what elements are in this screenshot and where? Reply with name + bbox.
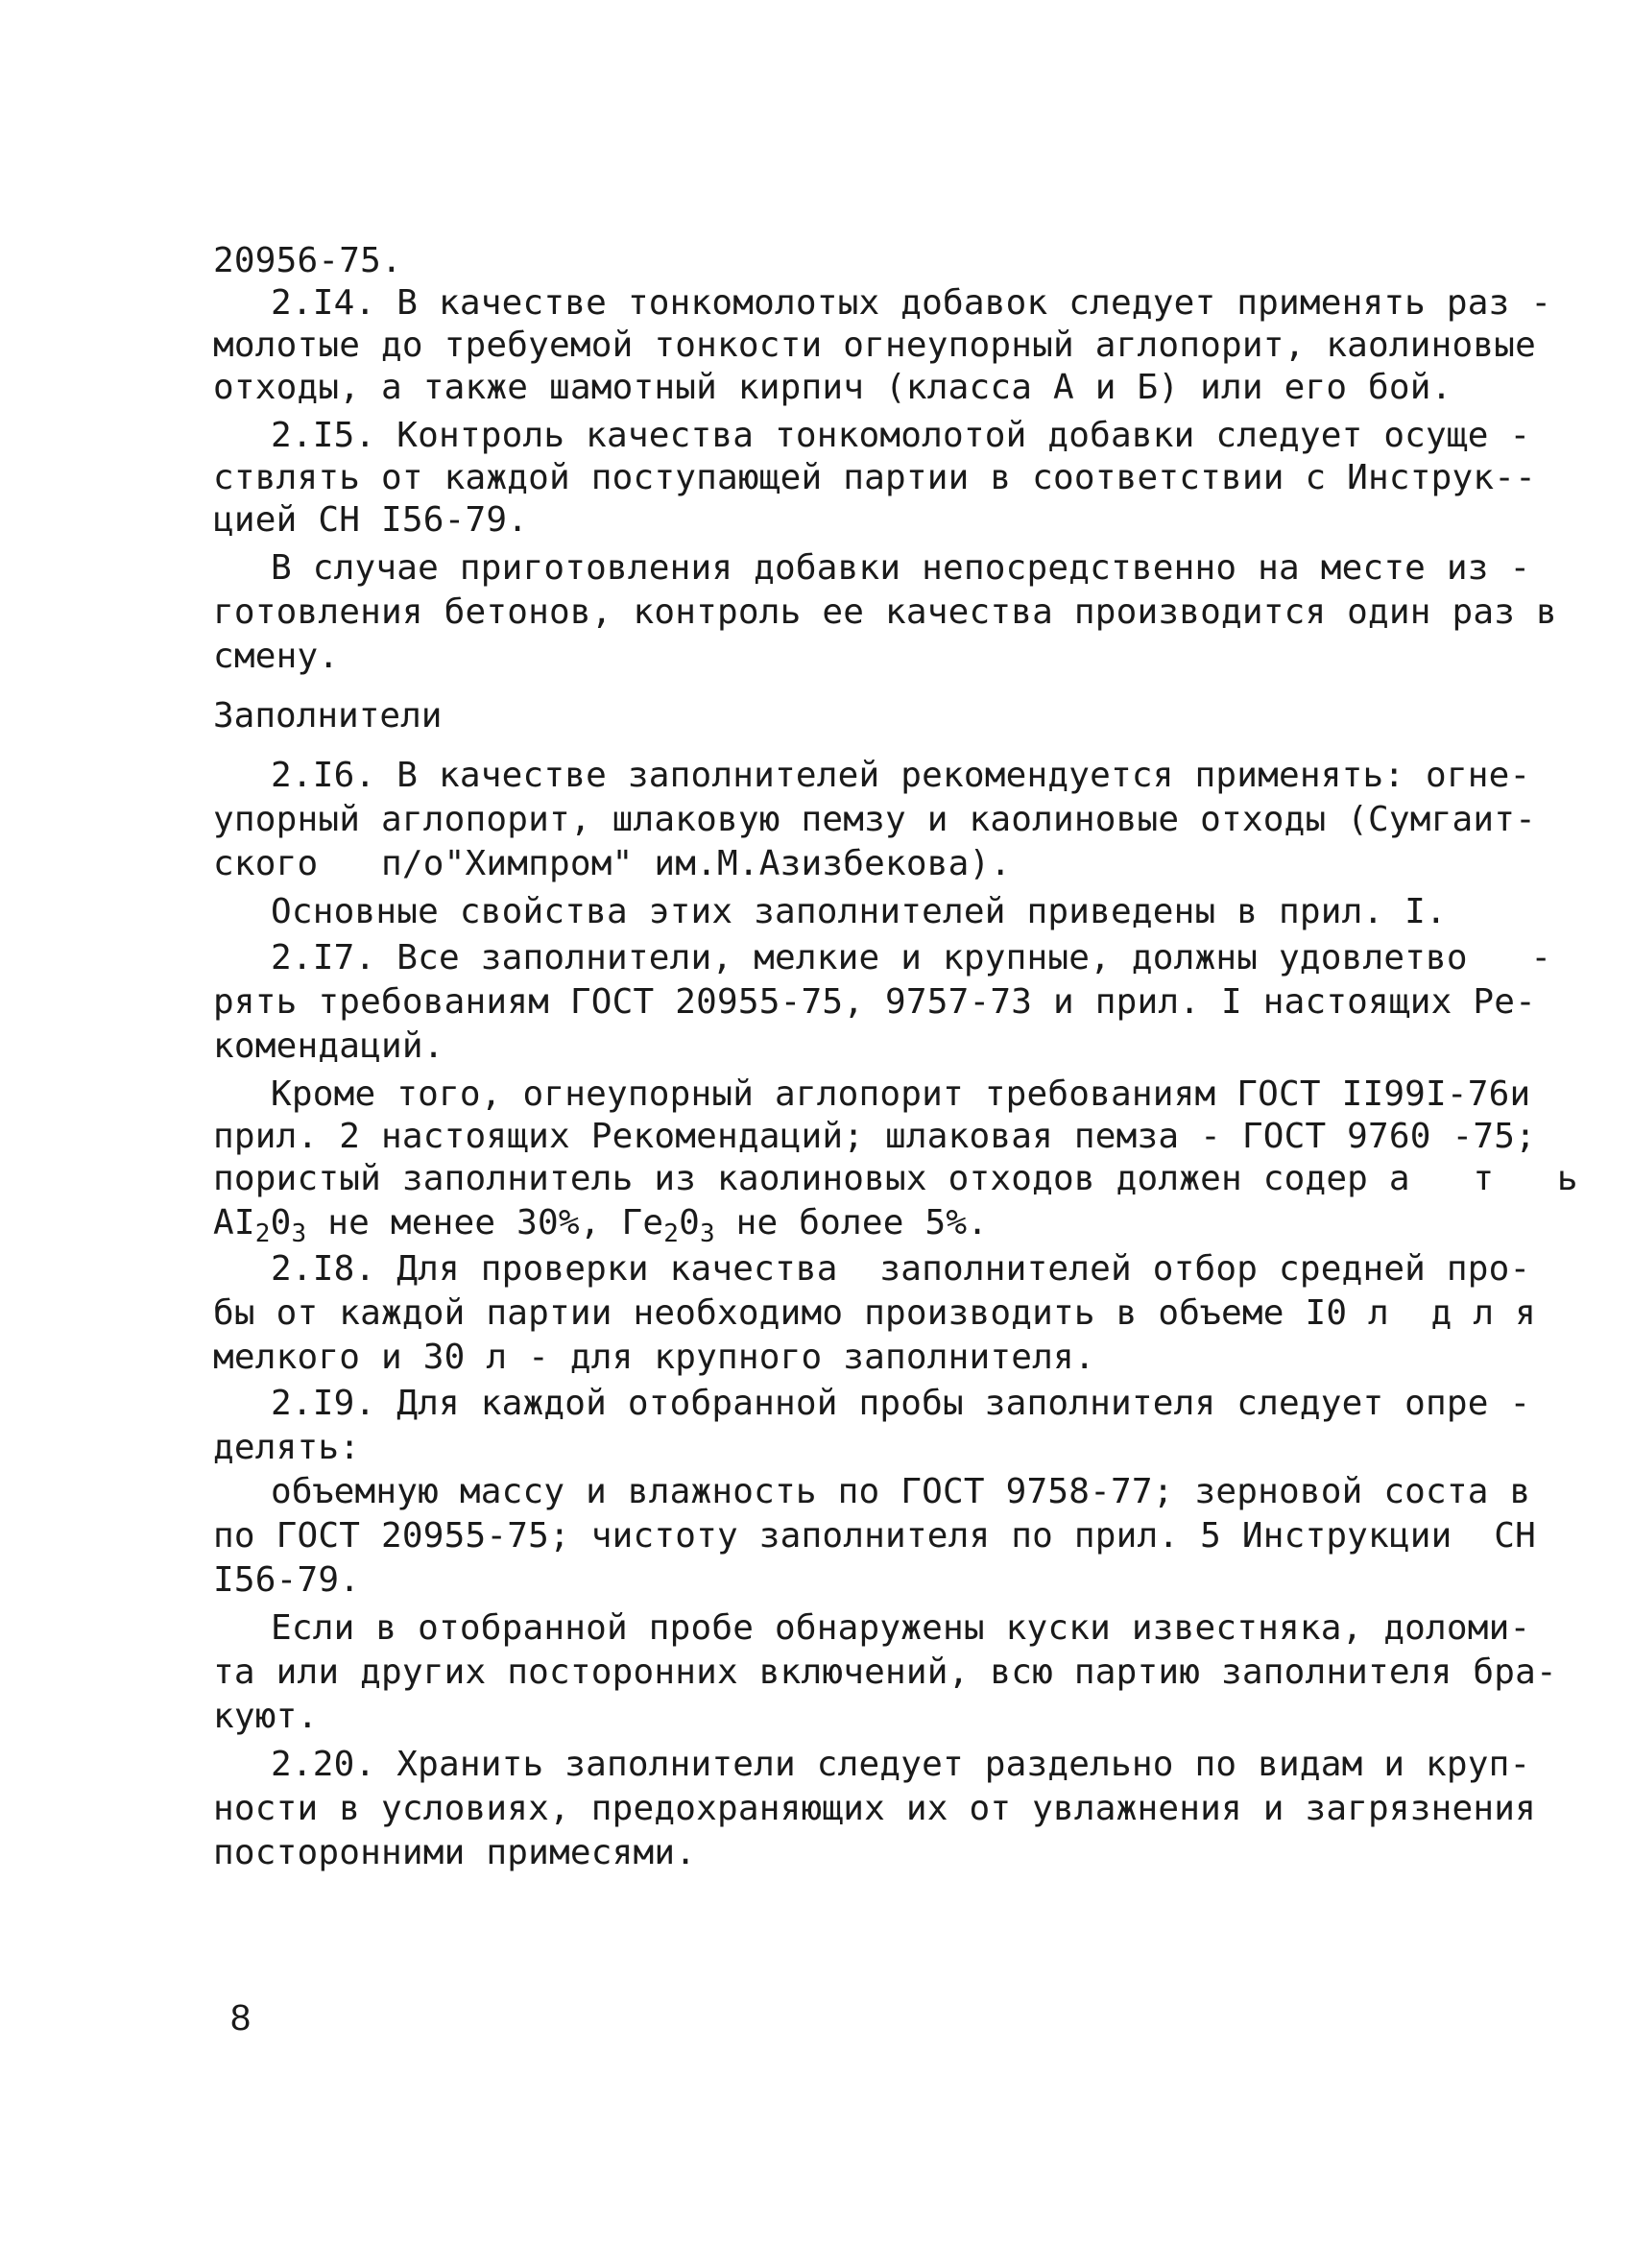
paragraph-text: Если в отобранной пробе обнаружены куски известняка, доломи- [271, 1608, 1531, 1648]
text-line: ности в условиях, предохраняющих их от увлажнения и загрязнения [213, 1789, 1537, 1828]
text-line: готовления бетонов, контроль ее качества производится один раз в [213, 592, 1557, 632]
text-line: по ГОСТ 20955-75; чистоту заполнителя по прил. 5 Инструкции СН [213, 1516, 1537, 1556]
subscript: 3 [291, 1219, 307, 1248]
text-line: упорный аглопорит, шлаковую пемзу и каолиновые отходы (Сумгаит- [213, 800, 1537, 839]
paragraph-text: Основные свойства этих заполнителей приведены в прил. I. [271, 892, 1447, 931]
subscript: 3 [699, 1219, 715, 1248]
subscript: 2 [663, 1219, 680, 1248]
text-line: делять: [213, 1428, 361, 1467]
paragraph-2-20: 2.20. Хранить заполнители следует раздельно по видам и круп- [271, 1745, 1531, 1784]
text-line: I56-79. [213, 1560, 361, 1600]
text-line: ствлять от каждой поступающей партии в соответствии с Инструк-- [213, 458, 1537, 497]
paragraph-2-14: 2.I4. В качестве тонкомолотых добавок следует применять раз - [271, 283, 1552, 323]
text-line: мелкого и 30 л - для крупного заполнителя. [213, 1338, 1095, 1377]
paragraph-text: объемную массу и влажность по ГОСТ 9758-77; зерновой соста в [271, 1472, 1531, 1511]
paragraph-2-15: 2.I5. Контроль качества тонкомолотой добавки следует осуще - [271, 416, 1531, 455]
formula-part: 0 [679, 1203, 700, 1243]
paragraph-text: Кроме того, огнеупорный аглопорит требованиям ГОСТ II99I-76и [271, 1074, 1531, 1114]
paragraph-2-16: 2.I6. В качестве заполнителей рекомендуется применять: огне- [271, 756, 1531, 795]
paragraph-2-19: 2.I9. Для каждой отобранной пробы заполнителя следует опре - [271, 1384, 1531, 1423]
formula-part: не более 5%. [714, 1203, 989, 1243]
text-line: пористый заполнитель из каолиновых отходов должен содер а т ь [213, 1159, 1578, 1198]
section-heading: Заполнители [213, 696, 443, 736]
text-line: рять требованиям ГОСТ 20955-75, 9757-73 и прил. I настоящих Ре- [213, 982, 1537, 1022]
text-line: комендаций. [213, 1026, 444, 1066]
page-number: 8 [230, 1998, 252, 2039]
paragraph-2-18: 2.I8. Для проверки качества заполнителей отбор средней про- [271, 1249, 1531, 1289]
text-line: отходы, а также шамотный кирпич (класса А и Б) или его бой. [213, 368, 1452, 407]
text-line: бы от каждой партии необходимо производить в объеме I0 л д л я [213, 1293, 1537, 1333]
text-line: посторонними примесями. [213, 1833, 697, 1872]
text-line: ского п/о"Химпром" им.М.Азизбекова). [213, 844, 1012, 883]
text-line: 20956-75. [213, 241, 402, 280]
subscript: 2 [254, 1219, 271, 1248]
text-line: смену. [213, 637, 340, 676]
formula-part: 0 [270, 1203, 292, 1243]
text-line: та или других посторонних включений, всю партию заполнителя бра- [213, 1653, 1557, 1692]
formula-part: не менее 30%, Ге [306, 1203, 664, 1243]
text-line: куют. [213, 1697, 319, 1736]
formula-line [213, 1202, 1413, 1248]
text-line: прил. 2 настоящих Рекомендаций; шлаковая пемза - ГОСТ 9760 -75; [213, 1117, 1537, 1156]
formula-part: AI [213, 1203, 255, 1243]
paragraph-2-17: 2.I7. Все заполнители, мелкие и крупные, должны удовлетво - [271, 938, 1552, 977]
text-line: молотые до требуемой тонкости огнеупорный аглопорит, каолиновые [213, 326, 1537, 365]
paragraph-text: В случае приготовления добавки непосредственно на месте из - [271, 548, 1531, 588]
text-line: цией СН I56-79. [213, 500, 529, 540]
